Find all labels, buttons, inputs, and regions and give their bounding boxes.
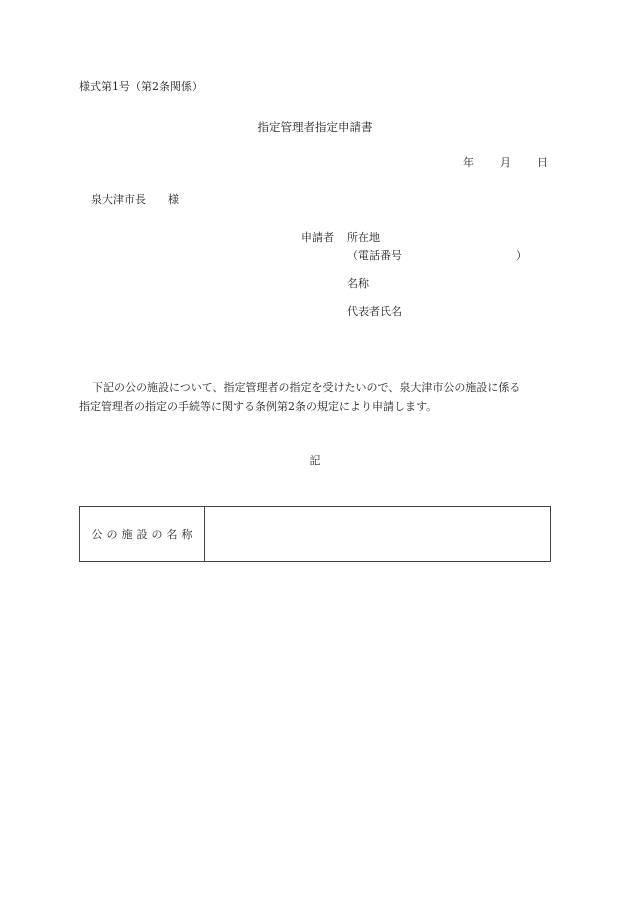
facility-table <box>79 506 551 562</box>
address-label: 所在地 <box>347 231 380 244</box>
addressee-honorific: 様 <box>168 193 179 206</box>
form-number: 様式第1号（第2条関係） <box>79 80 203 93</box>
representative-label: 代表者氏名 <box>347 305 402 318</box>
date-month-label: 月 <box>500 156 511 169</box>
addressee-name: 泉大津市長 <box>91 193 146 206</box>
date-year-label: 年 <box>463 156 474 169</box>
phone-close-paren: ） <box>516 249 527 262</box>
application-statement <box>79 378 559 416</box>
ki-heading: 記 <box>309 454 321 467</box>
addressee <box>91 193 179 207</box>
statement-line-2: 指定管理者の指定の手続等に関する条例第2条の規定により申請します。 <box>79 400 438 413</box>
statement-line-1: 下記の公の施設について、指定管理者の指定を受けたいので、泉大津市公の施設に係る <box>92 381 521 394</box>
applicant-label: 申請者 <box>301 231 334 244</box>
date-day-label: 日 <box>537 156 548 169</box>
document-title: 指定管理者指定申請書 <box>257 120 373 134</box>
facility-name-label: 公の施設の名称 <box>80 507 205 561</box>
facility-name-field[interactable] <box>205 507 550 561</box>
phone-label: （電話番号 <box>347 249 402 262</box>
name-label: 名称 <box>347 277 369 290</box>
